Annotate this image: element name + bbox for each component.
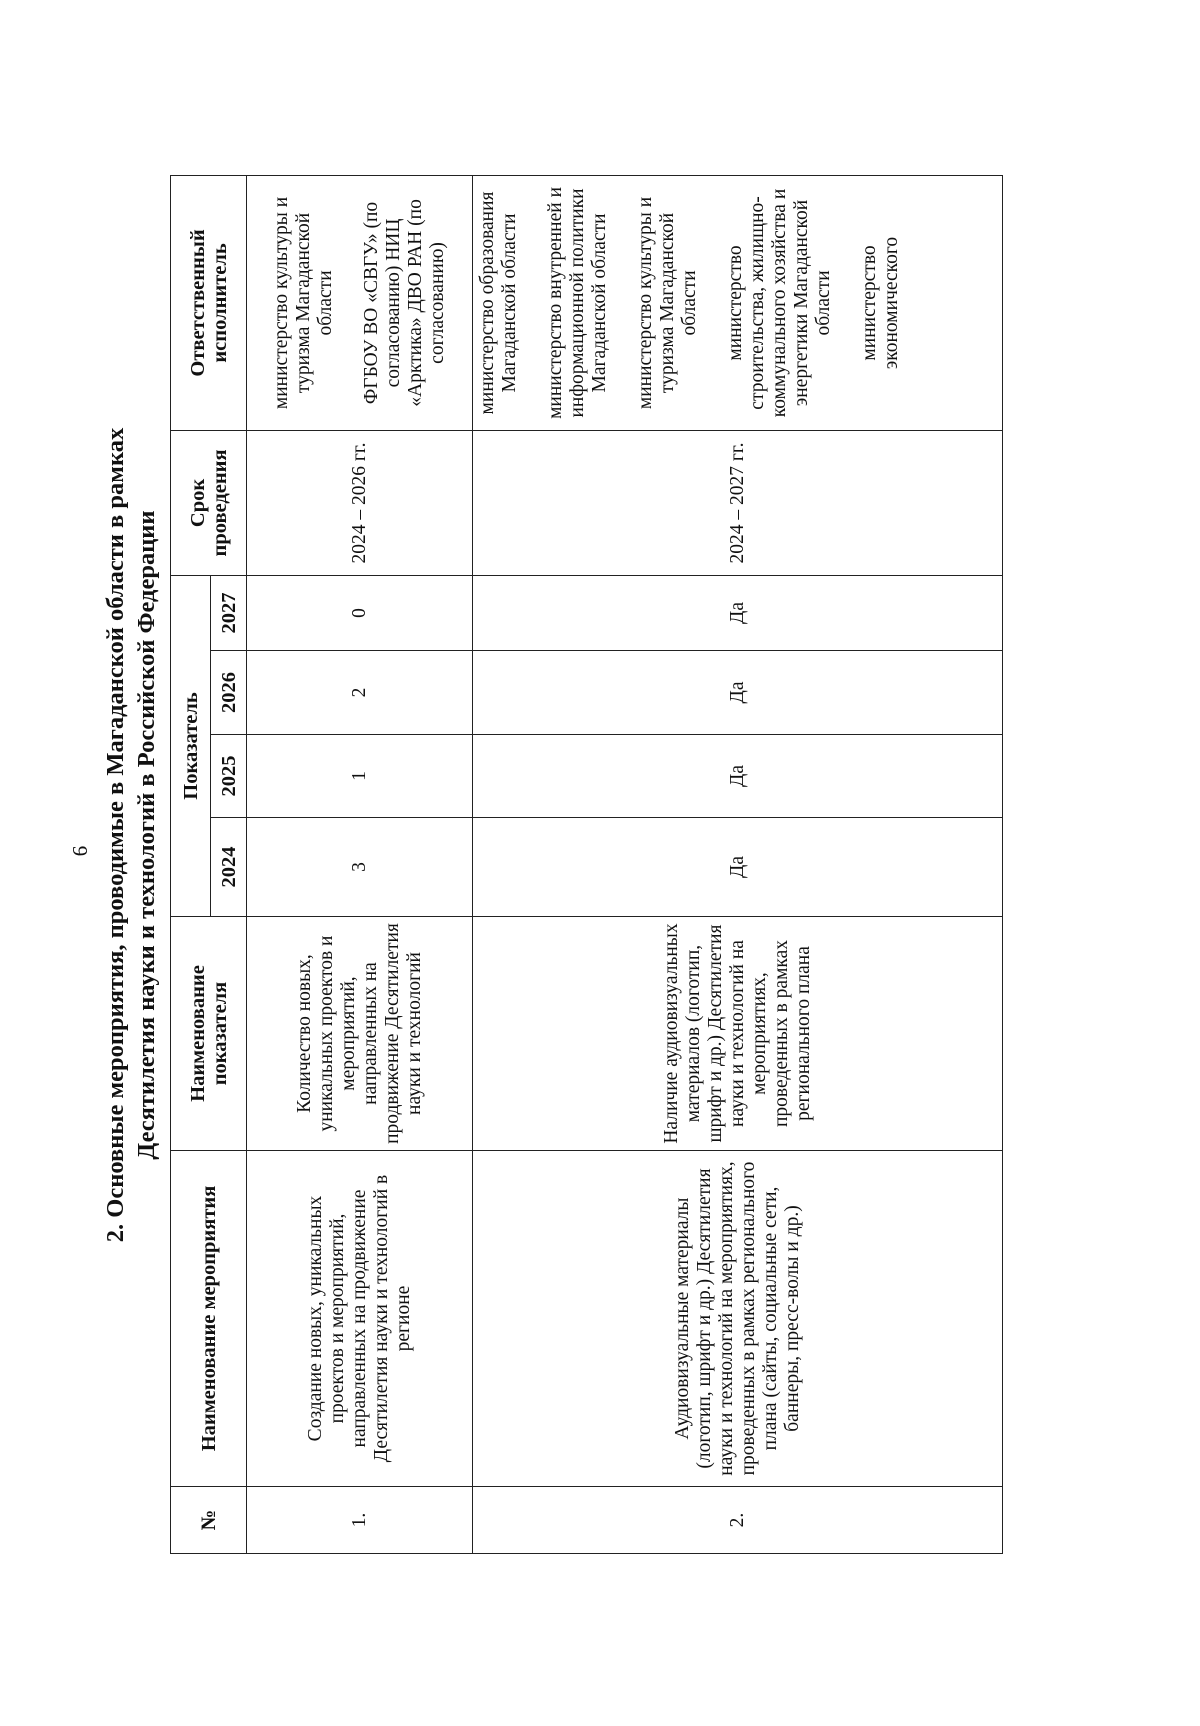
row-event: Аудиовизуальные материалы (логотип, шрифт и др.) Десятилетия науки и технологий на мероприятиях, проведенных в рамках регионального плана (сайты, социальные сети, баннеры, пресс-волы и др.) [473,1151,1003,1487]
row-num: 1. [247,1487,473,1554]
header-year-2025: 2025 [211,735,247,818]
heading-line-1: 2. Основные мероприятия, проводимые в Магаданской области в рамках [102,427,129,1243]
executor-item: министерство образования Магаданской области [477,191,520,415]
row-value-2026: 2 [247,651,473,735]
row-value-2027: 0 [247,575,473,650]
executor-item: министерство строительства, жилищно-коммунального хозяйства и энергетики Магаданской области [725,188,834,418]
rotated-page-content [100,110,1200,1560]
header-num: № [171,1487,247,1554]
row-indicator: Наличие аудиовизуальных материалов (логотип, шрифт и др.) Десятилетия науки и технологий на мероприятиях, проведенных в рамках регионального плана [473,917,1003,1151]
header-period: Срок проведения [171,430,247,575]
executor-item: министерство культуры и туризма Магаданской области [270,196,336,410]
executor-item: ФГБОУ ВО «СВГУ» (по согласованию) НИЦ «Арктика» ДВО РАН (по согласованию) [360,199,448,407]
header-indicator-name: Наименование показателя [171,917,247,1151]
row-period: 2024 – 2026 гг. [247,430,473,575]
row-value-2025: 1 [247,735,473,818]
header-year-2026: 2026 [211,651,247,735]
section-heading [100,110,166,1560]
header-executor: Ответственный исполнитель [171,175,247,430]
row-value-2027: Да [473,575,1003,650]
table-row [473,175,1003,1553]
row-period: 2024 – 2027 гг. [473,430,1003,575]
row-executors [473,175,1003,430]
executor-item: министерство культуры и туризма Магаданской области [635,196,700,410]
row-value-2025: Да [473,735,1003,818]
executor-item: министерство внутренней и информационной политики Магаданской области [545,186,610,419]
row-value-2024: Да [473,818,1003,917]
header-year-2024: 2024 [211,818,247,917]
executor-item: министерство экономического [859,236,902,370]
events-table [170,175,1003,1554]
page-number: 9 [68,845,92,857]
header-year-2027: 2027 [211,575,247,650]
row-indicator: Количество новых, уникальных проектов и мероприятий, направленных на продвижение Десятилетия науки и технологий [247,917,473,1151]
row-event: Создание новых, уникальных проектов и мероприятий, направленных на продвижение Десятилетия науки и технологий в регионе [247,1151,473,1487]
row-value-2026: Да [473,651,1003,735]
table-row [247,175,473,1553]
header-indicator: Показатель [171,575,211,916]
row-executors [247,175,473,430]
row-num: 2. [473,1487,1003,1554]
header-event-name: Наименование мероприятия [171,1151,247,1487]
row-value-2024: 3 [247,818,473,917]
heading-line-2: Десятилетия науки и технологий в Российской Федерации [133,510,160,1160]
